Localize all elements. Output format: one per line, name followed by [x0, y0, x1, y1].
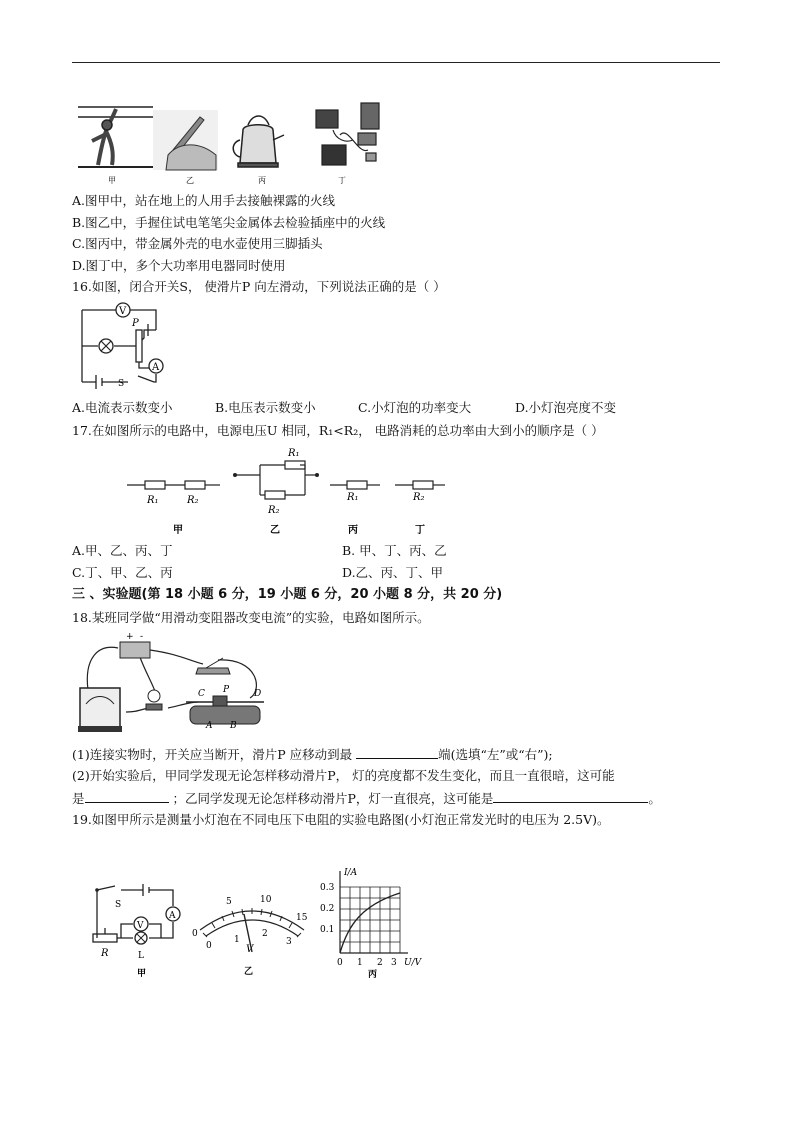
q16-option-c: C.小灯泡的功率变大 [358, 400, 472, 415]
q19-bing-ytick-03: 0.3 [320, 883, 335, 893]
q17-caption-yi: 乙 [270, 525, 280, 536]
q19-yi-needle-label: V [246, 944, 254, 955]
q15-fig-yi [153, 110, 218, 170]
q15-fig-jia [78, 107, 153, 167]
q18-part1-text-b: 端(选填“左”或“右”); [438, 747, 553, 762]
q18-label-p: P [223, 685, 230, 695]
q19-bing-ytick-01: 0.1 [320, 925, 335, 935]
q19-yi-bottom-1: 1 [234, 935, 240, 945]
q15-figure [78, 95, 388, 185]
q17-label-jia-r2: R₂ [187, 495, 199, 506]
q17-label-bing-r1: R₁ [347, 492, 359, 503]
q19-yi-bottom-0: 0 [206, 941, 212, 951]
q15-fig-label-bing: 丙 [258, 176, 266, 185]
q19-jia-caption: 甲 [137, 969, 147, 979]
q18-part1-text-a: (1)连接实物时，开关应当断开，滑片P 应移动到最 [72, 747, 357, 762]
q19-bing-y-label: I/A [344, 868, 358, 878]
q19-bing-ytick-02: 0.2 [320, 904, 335, 914]
q19-jia-label-v: V [137, 921, 144, 931]
q18-meter [80, 688, 120, 728]
q19-yi-top-5: 5 [226, 897, 232, 907]
q17-caption-jia: 甲 [173, 525, 183, 536]
q15-option-a: A.图甲中，站在地上的人用手去接触裸露的火线 [72, 193, 336, 208]
q15-fig-bing [233, 116, 284, 167]
q18-stem: 18.某班同学做“用滑动变阻器改变电流”的实验，电路如图所示。 [72, 610, 430, 625]
q17-option-c: C.丁、甲、乙、丙 [72, 565, 173, 580]
q16-label-p: P [132, 318, 139, 329]
q17-label-ding-r2: R₂ [413, 492, 425, 503]
q16-stem: 16.如图，闭合开关S， 使滑片P 向左滑动，下列说法正确的是（ ） [72, 279, 446, 294]
q18-label-minus: - [140, 632, 144, 642]
q15-option-c: C.图丙中，带金属外壳的电水壶使用三脚插头 [72, 236, 323, 251]
q17-circuits [125, 445, 445, 545]
q18-part1 [72, 746, 553, 763]
q16-label-v: V [119, 306, 127, 317]
q19-yi-bottom-3: 3 [286, 937, 292, 947]
q18-part2-line2 [72, 790, 661, 807]
q18-battery [120, 642, 150, 658]
q19-yi-top-10: 10 [260, 895, 272, 905]
q17-label-jia-r1: R₁ [147, 495, 159, 506]
q18-apparatus [78, 630, 278, 742]
q15-fig-label-jia: 甲 [108, 176, 116, 185]
q19-jia-label-s: S [115, 900, 122, 910]
q19-bing-xtick-3: 3 [391, 958, 397, 968]
q19-stem: 19.如图甲所示是测量小灯泡在不同电压下电阻的实验电路图(小灯泡正常发光时的电压为 2.5V)。 [72, 812, 610, 827]
q19-meter-yi [192, 890, 312, 980]
q15-fig-label-ding: 丁 [338, 176, 346, 185]
q18-part2-text-b: ；乙同学发现无论怎样移动滑片P，灯一直很亮，这可能是 [168, 791, 494, 806]
q18-bulb [148, 690, 160, 702]
q17-label-yi-r2: R₂ [268, 505, 280, 516]
q18-part2-end: 。 [648, 791, 661, 806]
q19-bing-xtick-0: 0 [337, 958, 343, 968]
q19-bing-xtick-2: 2 [377, 958, 383, 968]
q16-option-b: B.电压表示数变小 [215, 400, 316, 415]
q16-circuit [78, 302, 168, 388]
q19-yi-caption: 乙 [244, 967, 254, 977]
q19-jia-label-a: A [169, 911, 176, 921]
q15-option-b: B.图乙中，手握住试电笔笔尖金属体去检验插座中的火线 [72, 215, 386, 230]
q17-caption-bing: 丙 [348, 525, 358, 536]
q19-graph-bing [318, 865, 428, 980]
q19-jia-label-r: R [101, 948, 109, 959]
q17-caption-ding: 丁 [415, 525, 425, 536]
q15-fig-label-yi: 乙 [186, 176, 194, 185]
q17-option-a: A.甲、乙、丙、丁 [72, 543, 173, 558]
q16-label-s: S [118, 379, 125, 389]
q15-fig-ding [316, 103, 379, 165]
q18-part2-line1: (2)开始实验后，甲同学发现无论怎样移动滑片P， 灯的亮度都不发生变化，而且一直很暗，这可能 [72, 768, 615, 783]
q17-option-b: B. 甲、丁、丙、乙 [342, 543, 447, 558]
q18-rheostat [190, 706, 260, 724]
q18-part2-text-a: 是 [72, 791, 85, 806]
q18-label-a: A [206, 721, 213, 731]
q18-label-plus: + [126, 632, 134, 642]
q19-bing-caption: 丙 [368, 970, 378, 980]
q18-blank-1[interactable] [356, 746, 438, 759]
q17-label-yi-r1: R₁ [288, 448, 300, 459]
q15-option-d: D.图丁中，多个大功率用电器同时使用 [72, 258, 286, 273]
q16-option-d: D.小灯泡亮度不变 [515, 400, 617, 415]
q19-yi-bottom-2: 2 [262, 929, 268, 939]
q19-yi-top-15: 15 [296, 913, 308, 923]
q19-bing-x-label: U/V [404, 958, 422, 968]
q19-yi-left-zero: 0 [192, 929, 198, 939]
q18-label-c: C [198, 689, 205, 699]
q17-option-d: D.乙、丙、丁、甲 [342, 565, 444, 580]
q17-stem: 17.在如图所示的电路中，电源电压U 相同，R₁<R₂， 电路消耗的总功率由大到小的顺序是（ ） [72, 423, 604, 438]
section3-title: 三 、实验题(第 18 小题 6 分，19 小题 6 分，20 小题 8 分，共 20 分) [72, 587, 503, 602]
q18-label-d: D [254, 689, 262, 699]
q19-jia-label-l: L [138, 951, 144, 961]
q19-circuit-jia [85, 880, 190, 980]
q16-label-a: A [152, 362, 160, 373]
q18-blank-3[interactable] [493, 790, 648, 803]
header-rule [72, 62, 720, 63]
q18-blank-2[interactable] [85, 790, 169, 803]
q18-label-b: B [230, 721, 237, 731]
q19-bing-xtick-1: 1 [357, 958, 363, 968]
q16-option-a: A.电流表示数变小 [72, 400, 173, 415]
